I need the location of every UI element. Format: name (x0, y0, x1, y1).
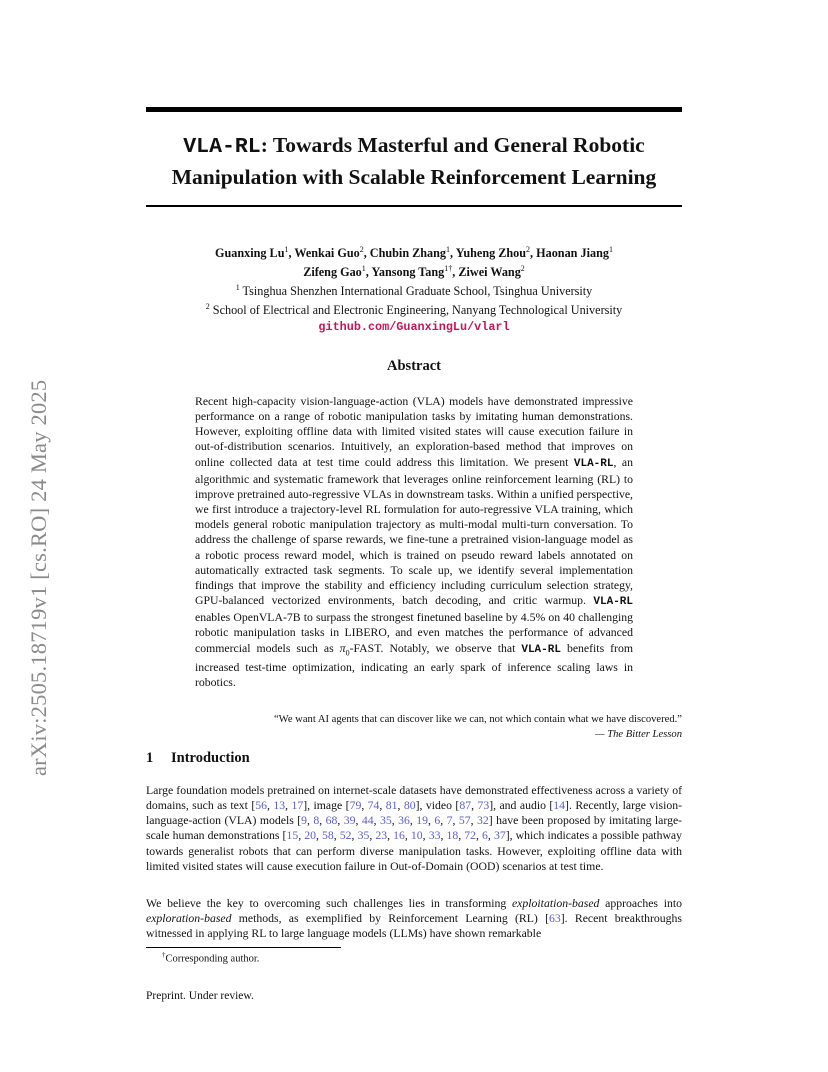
section-heading (146, 750, 250, 767)
github-link[interactable]: github.com/GuanxingLu/vlarl (318, 320, 510, 335)
affiliation-mark: 2 (205, 302, 210, 312)
citation-link[interactable]: 18 (446, 829, 459, 843)
citation-link[interactable]: 81 (385, 799, 398, 813)
abstract-body (195, 394, 633, 690)
title-method-name: VLA-RL (183, 135, 261, 159)
body-text: ]. Recently, large vision-language-action (VLA) models [ (146, 799, 682, 828)
body-text: ], which indicates a possible pathway towards generalist robots that can perform diverse manipulation tasks. However, exploiting offline data with limited visited states will cause execution failure in Out-of-Domain (OOD) scenarios at test time. (146, 829, 683, 873)
footnote (162, 951, 259, 965)
citation-link[interactable]: 6 (434, 814, 441, 828)
citation-link[interactable]: 16 (393, 829, 405, 843)
math-subscript: 0 (345, 647, 350, 657)
emphasis-text: exploitation-based (511, 897, 600, 910)
affiliation-mark: 1 (608, 245, 613, 254)
abstract-text: enables OpenVLA-7B to surpass the strongest finetuned baseline by 4.5% on 40 challenging robotic manipulation tasks in LIBERO, and even matches the performance of advanced commercial models such as (195, 611, 633, 655)
citation-link[interactable]: 8 (313, 814, 320, 828)
author-name: Chubin Zhang (369, 246, 447, 261)
citation-link[interactable]: 23 (375, 829, 388, 843)
author-name: Guanxing Lu (215, 246, 285, 261)
citation-link[interactable]: 14 (553, 799, 566, 813)
affiliation-text: Tsinghua Shenzhen International Graduate School, Tsinghua University (242, 284, 593, 299)
intro-paragraph-1: Large foundation models pretrained on internet-scale datasets have demonstrated effectiveness across a variety of domains, such as text [56, 13, 17], image [79, 74, 81, 80], video [87, 73], and audio [14]. Recently, large vision-language-action (VLA) models [9, 8, 68, 39, 44, 35, 36, 19, 6, 7, 57, 32] have been proposed by imitating large-scale human demonstrations [15, 20, 58, 52, 35, 23, 16, 10, 33, 18, 72, 6, 37], which indicates a possible pathway towards generalist robots that can perform diverse manipulation tasks. However, exploiting offline data with limited visited states will cause execution failure in Out-of-Domain (OOD) scenarios at test time. (146, 784, 683, 873)
author-list: Guanxing Lu$^1$, Wenkai Guo$^2$, Chubin Zhang$^1$, Yuheng Zhou$^2$, Haonan Jiang$^1$ Zifeng Gao$^1$, Yansong Tang$^{1\dagger}$, Ziwei Wang$^2$ (215, 245, 613, 280)
abstract-text: benefits from increased test-time optimization, indicating an early spark of inference scaling laws in robotics. (195, 641, 633, 690)
epigraph-attribution: — The Bitter Lesson (595, 729, 682, 740)
method-name: VLA-RL (521, 643, 561, 656)
title-text: : Towards Masterful and General Robotic Manipulation with Scalable Reinforcement Learning (171, 133, 657, 189)
paper-title (146, 130, 682, 192)
affiliation-mark: 1 (235, 283, 240, 293)
citation-link[interactable]: 15 (286, 829, 299, 843)
author-name: Yansong Tang (371, 265, 445, 280)
citation-link[interactable]: 35 (380, 814, 392, 828)
affiliation-mark: 1 (446, 245, 451, 254)
abstract-text: -FAST. Notably, we observe that (349, 641, 522, 655)
citation-link[interactable]: 6 (482, 829, 488, 843)
intro-paragraph-2 (146, 896, 682, 941)
section-title: Introduction (171, 750, 250, 766)
body-text: We believe the key to overcoming such challenges lies in transforming (146, 897, 512, 910)
citation-link[interactable]: 68 (325, 814, 338, 828)
affiliation-mark: 1† (444, 264, 453, 274)
citation-link[interactable]: 56 (255, 799, 268, 813)
citation-link[interactable]: 17 (291, 799, 304, 813)
citation-link[interactable]: 13 (273, 799, 286, 813)
body-text: ], and audio [ (489, 799, 554, 813)
epigraph (146, 712, 682, 742)
arxiv-identifier: arXiv:2505.18719v1 [cs.RO] 24 May 2025 (26, 379, 51, 776)
citation-link[interactable]: 19 (416, 814, 429, 828)
citation-link[interactable]: 57 (458, 814, 471, 828)
author-name: Haonan Jiang (536, 246, 609, 261)
citation-link[interactable]: 39 (343, 814, 356, 828)
emphasis-text: exploration-based (146, 912, 232, 926)
citation-link[interactable]: 36 (398, 814, 410, 828)
affiliation-mark: 1 (284, 245, 289, 254)
citation-link[interactable]: 58 (322, 829, 334, 843)
author-block (146, 242, 682, 335)
footnote-mark: † (162, 951, 166, 959)
citation-link[interactable]: 80 (403, 799, 416, 813)
citation-link[interactable]: 37 (493, 829, 506, 843)
author-name: Yuheng Zhou (455, 246, 527, 261)
title-bottom-rule (146, 205, 682, 207)
citation-link[interactable]: 73 (477, 799, 490, 813)
affiliation-mark: 2 (359, 245, 364, 254)
method-name: VLA-RL (593, 596, 633, 609)
method-name: VLA-RL (573, 457, 614, 470)
citation-link[interactable]: 87 (459, 799, 472, 813)
author-name: Zifeng Gao (303, 265, 362, 280)
affiliation-2 (146, 299, 682, 318)
citation-link[interactable]: 44 (361, 814, 374, 828)
citation-link[interactable]: 33 (428, 829, 441, 843)
affiliation-mark: 2 (520, 264, 525, 274)
citation-link[interactable]: 52 (339, 829, 352, 843)
section-number: 1 (146, 750, 154, 766)
author-name: Wenkai Guo (294, 246, 360, 261)
citation-link[interactable]: 7 (446, 814, 453, 828)
footnote-rule (146, 947, 341, 948)
abstract-text: Recent high-capacity vision-language-action (VLA) models have demonstrated impressive performance on a range of robotic manipulation tasks by imitating human demonstrations. However, exploiting offline data with limited visited states will cause execution failure in out-of-distribution scenarios. Intuitively, an exploration-based method that improves on online collected data at test time could address this limitation. We present (195, 395, 633, 469)
citation-link[interactable]: 79 (349, 799, 362, 813)
epigraph-text: “We want AI agents that can discover like we can, not which contain what we have discovered.” (273, 714, 682, 725)
citation-link[interactable]: 20 (304, 829, 316, 843)
body-text: ], image [ (303, 799, 350, 813)
affiliation-1 (146, 280, 682, 299)
author-name: Ziwei Wang (458, 265, 521, 280)
citation-link[interactable]: 74 (367, 799, 380, 813)
body-text: Large foundation models pretrained on internet-scale datasets have demonstrated effectiveness across a variety of domains, such as text [ (146, 784, 682, 813)
affiliation-mark: 1 (361, 264, 366, 274)
body-text: approaches into (599, 897, 682, 910)
citation-link[interactable]: 72 (464, 829, 477, 843)
citation-link[interactable]: 9 (301, 814, 308, 828)
citation-link[interactable]: 10 (410, 829, 423, 843)
citation-link[interactable]: 32 (477, 814, 489, 828)
title-top-rule (146, 107, 682, 112)
citation-link[interactable]: 63 (549, 912, 561, 926)
body-text: methods, as exemplified by Reinforcement Learning (RL) [ (231, 912, 550, 926)
body-text: ], video [ (415, 799, 460, 813)
citation-link[interactable]: 35 (357, 829, 370, 843)
math-symbol: π (339, 641, 346, 655)
preprint-notice: Preprint. Under review. (146, 990, 254, 1002)
abstract-heading: Abstract (387, 358, 441, 374)
affiliation-mark: 2 (526, 245, 531, 254)
affiliation-text: School of Electrical and Electronic Engineering, Nanyang Technological University (212, 303, 623, 318)
body-text: ]. Recent breakthroughs witnessed in applying RL to large language models (LLMs) have shown remarkable (146, 912, 682, 941)
abstract-text: , an algorithmic and systematic framework that leverages online reinforcement learning (RL) to improve pretrained auto-regressive VLAs in downstream tasks. Within a unified perspective, we first introduce a trajectory-level RL formulation for auto-regressive VLA training, which models general robotic manipulation trajectory as multi-modal multi-turn conversation. To address the challenge of sparse rewards, we fine-tune a pretrained vision-language model as a robotic process reward model, which is trained on pseudo reward labels annotated on automatically extracted task segments. To scale up, we identify several implementation findings that improve the stability and efficiency including curriculum selection strategy, GPU-balanced vectorized environments, batch decoding, and critic warmup. (195, 455, 633, 608)
body-text: ] have been proposed by imitating large-scale human demonstrations [ (146, 814, 683, 843)
footnote-text: Corresponding author. (165, 953, 260, 965)
